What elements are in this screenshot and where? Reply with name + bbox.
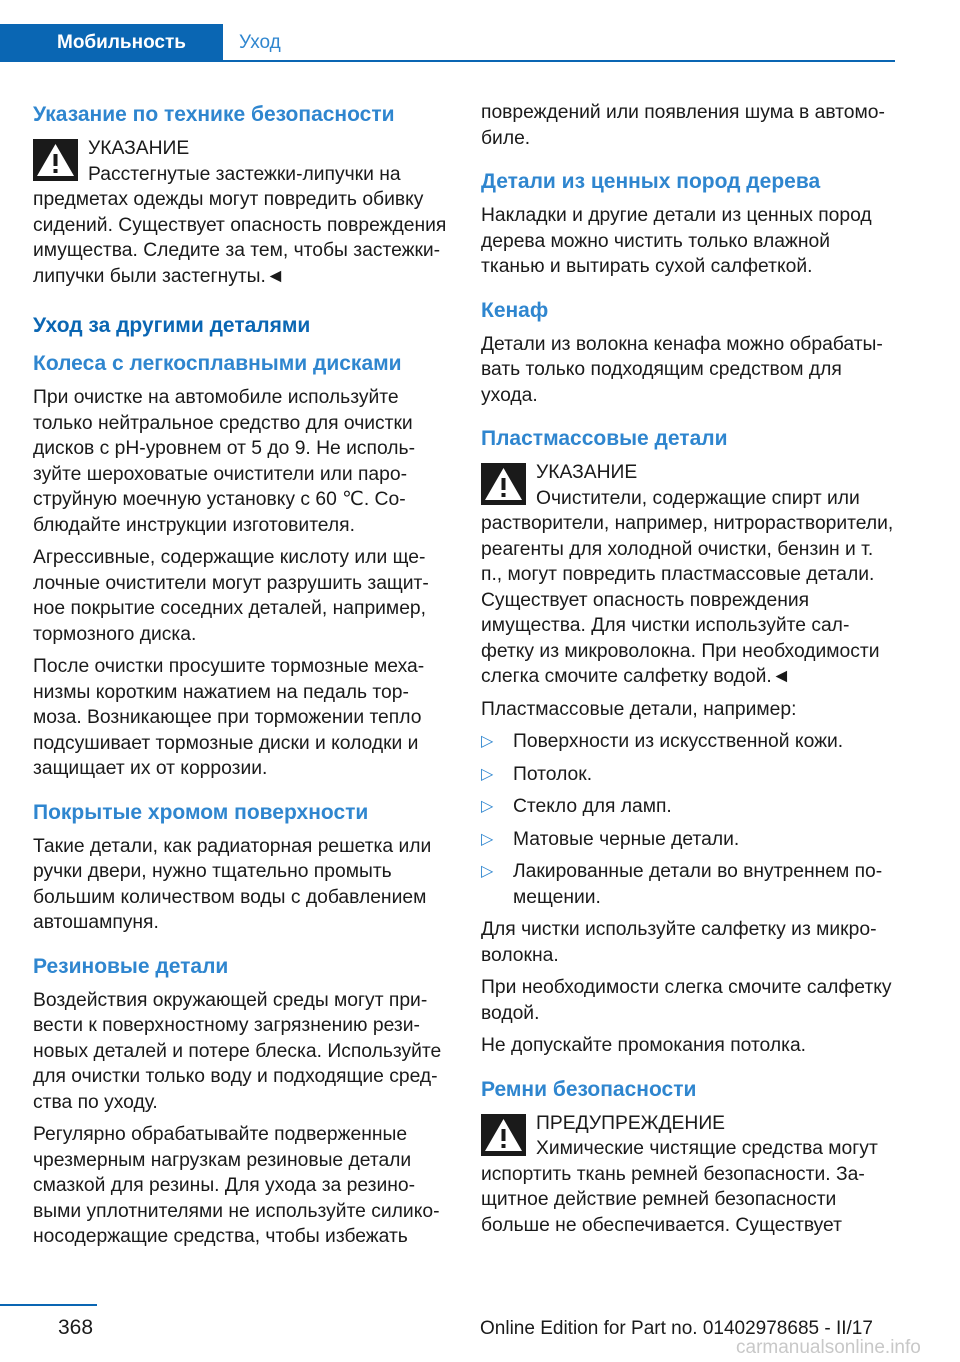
page-number: 368 bbox=[58, 1316, 94, 1339]
paragraph: При очистке на автомобиле используйте только нейтральное средство для очистки дисков с pH-уровнем от 5 до 9. Не используйте шероховатые очистители или пароструйную моечную установку с 60 ℃. Соблюдайте инструкции изготовителя. bbox=[33, 387, 416, 536]
triangle-right-outline-icon: ▷ bbox=[481, 798, 494, 815]
list-item: ▷ Стекло для ламп. bbox=[481, 794, 895, 820]
right-column bbox=[481, 100, 895, 1245]
notice-block bbox=[481, 460, 895, 690]
section-title-wood: Детали из ценных пород дерева bbox=[481, 170, 821, 193]
header-tab-mobility: Мобильность bbox=[0, 24, 223, 61]
header-rule bbox=[0, 60, 895, 62]
section-title-rubber: Резиновые детали bbox=[33, 954, 229, 978]
section-title-plastic: Пластмассовые детали bbox=[481, 427, 728, 450]
triangle-right-outline-icon: ▷ bbox=[481, 765, 494, 783]
notice-label: УКАЗАНИЕ bbox=[536, 462, 638, 483]
list-item: ▷ Лакированные детали во внутреннем помещении. bbox=[481, 861, 883, 908]
paragraph: Детали из волокна кенафа можно обрабатывать только подходящим средством для ухода. bbox=[481, 333, 883, 406]
paragraph: Воздействия окружающей среды могут привести к поверхностному загрязнению резиновых деталей и потере блеска. Используйте для очистки только воду и подходящие средства по уходу. bbox=[33, 989, 442, 1113]
section-title-kenaf: Кенаф bbox=[481, 298, 549, 322]
paragraph: повреждений или появления шума в автомобиле. bbox=[481, 102, 885, 149]
paragraph: Накладки и другие детали из ценных пород дерева можно чистить только влажной тканью и вытирать сухой салфеткой. bbox=[481, 205, 872, 277]
triangle-right-outline-icon: ▷ bbox=[481, 733, 494, 750]
section-title-chrome: Покрытые хромом поверхности bbox=[33, 800, 369, 824]
paragraph: Агрессивные, содержащие кислоту или щелочные очистители могут разрушить защитное покрытие соседних деталей, например, тормозного диска. bbox=[33, 547, 429, 645]
warning-triangle-icon bbox=[481, 463, 526, 505]
triangle-right-outline-icon: ▷ bbox=[481, 830, 494, 848]
section-title-seatbelts: Ремни безопасности bbox=[481, 1077, 697, 1101]
chapter-title-other-parts: Уход за другими деталями bbox=[33, 314, 311, 337]
section-title-alloy-wheels: Колеса с легкосплавными дисками bbox=[33, 352, 402, 375]
paragraph: Пластмассовые детали, например: bbox=[481, 698, 797, 720]
triangle-right-outline-icon: ▷ bbox=[481, 863, 494, 880]
watermark: carmanualsonline.info bbox=[736, 1337, 921, 1358]
paragraph: При необходимости слегка смочите салфетку водой. bbox=[481, 977, 892, 1024]
notice-text: Очистители, содержащие спирт или растворители, например, нитрорастворители, реагенты для холодной очистки, бензин и т. п., могут повредить пластмассовые детали. Существует опасность повреждения имущества. Для чистки используйте салфетку из микроволокна. При необходимости слегка смочите салфетку водой.◄ bbox=[481, 487, 894, 687]
warning-block bbox=[481, 1111, 895, 1239]
notice-block bbox=[33, 136, 448, 289]
warning-text: Химические чистящие средства могут испортить ткань ремней безопасности. Защитное действие ремней безопасности больше не обеспечивается. Существует bbox=[481, 1138, 878, 1236]
list-item: ▷ Поверхности из искусственной кожи. bbox=[481, 729, 895, 755]
page-header bbox=[0, 0, 895, 62]
header-tab-care: Уход bbox=[239, 31, 281, 53]
notice-text: Расстегнутые застежки-липучки на предметах одежды могут повредить обивку сидений. Существует опасность повреждения имущества. Следите за тем, чтобы застежки-липучки были застегнуты.◄ bbox=[33, 163, 447, 287]
notice-label: УКАЗАНИЕ bbox=[88, 138, 190, 159]
paragraph: Такие детали, как радиаторная решетка или ручки двери, нужно тщательно промыть большим количеством воды с добавлением автошампуня. bbox=[33, 835, 432, 933]
list-item: ▷ Матовые черные детали. bbox=[481, 827, 895, 853]
left-column bbox=[33, 100, 448, 1257]
warning-triangle-icon bbox=[33, 139, 78, 181]
paragraph: Регулярно обрабатывайте подверженные чрезмерным нагрузкам резиновые детали смазкой для резины. Для ухода за резиновыми уплотнителями не используйте силиконосодержащие средства, чтобы избежать bbox=[33, 1124, 440, 1247]
paragraph: Не допускайте промокания потолка. bbox=[481, 1035, 807, 1056]
warning-label: ПРЕДУПРЕЖДЕНИЕ bbox=[536, 1112, 726, 1134]
paragraph: Для чистки используйте салфетку из микроволокна. bbox=[481, 919, 877, 966]
section-title-safety: Указание по технике безопасности bbox=[33, 103, 395, 126]
footer-rule bbox=[0, 1304, 97, 1306]
warning-triangle-icon bbox=[481, 1114, 526, 1156]
edition-text: Online Edition for Part no. 01402978685 - II/17 bbox=[480, 1318, 873, 1339]
paragraph: После очистки просушите тормозные механизмы коротким нажатием на педаль тормоза. Возникающее при торможении тепло подсушивает тормозные диски и колодки и защищает их от коррозии. bbox=[33, 656, 425, 779]
list-item: ▷ Потолок. bbox=[481, 762, 895, 788]
plastic-parts-list bbox=[481, 729, 895, 910]
